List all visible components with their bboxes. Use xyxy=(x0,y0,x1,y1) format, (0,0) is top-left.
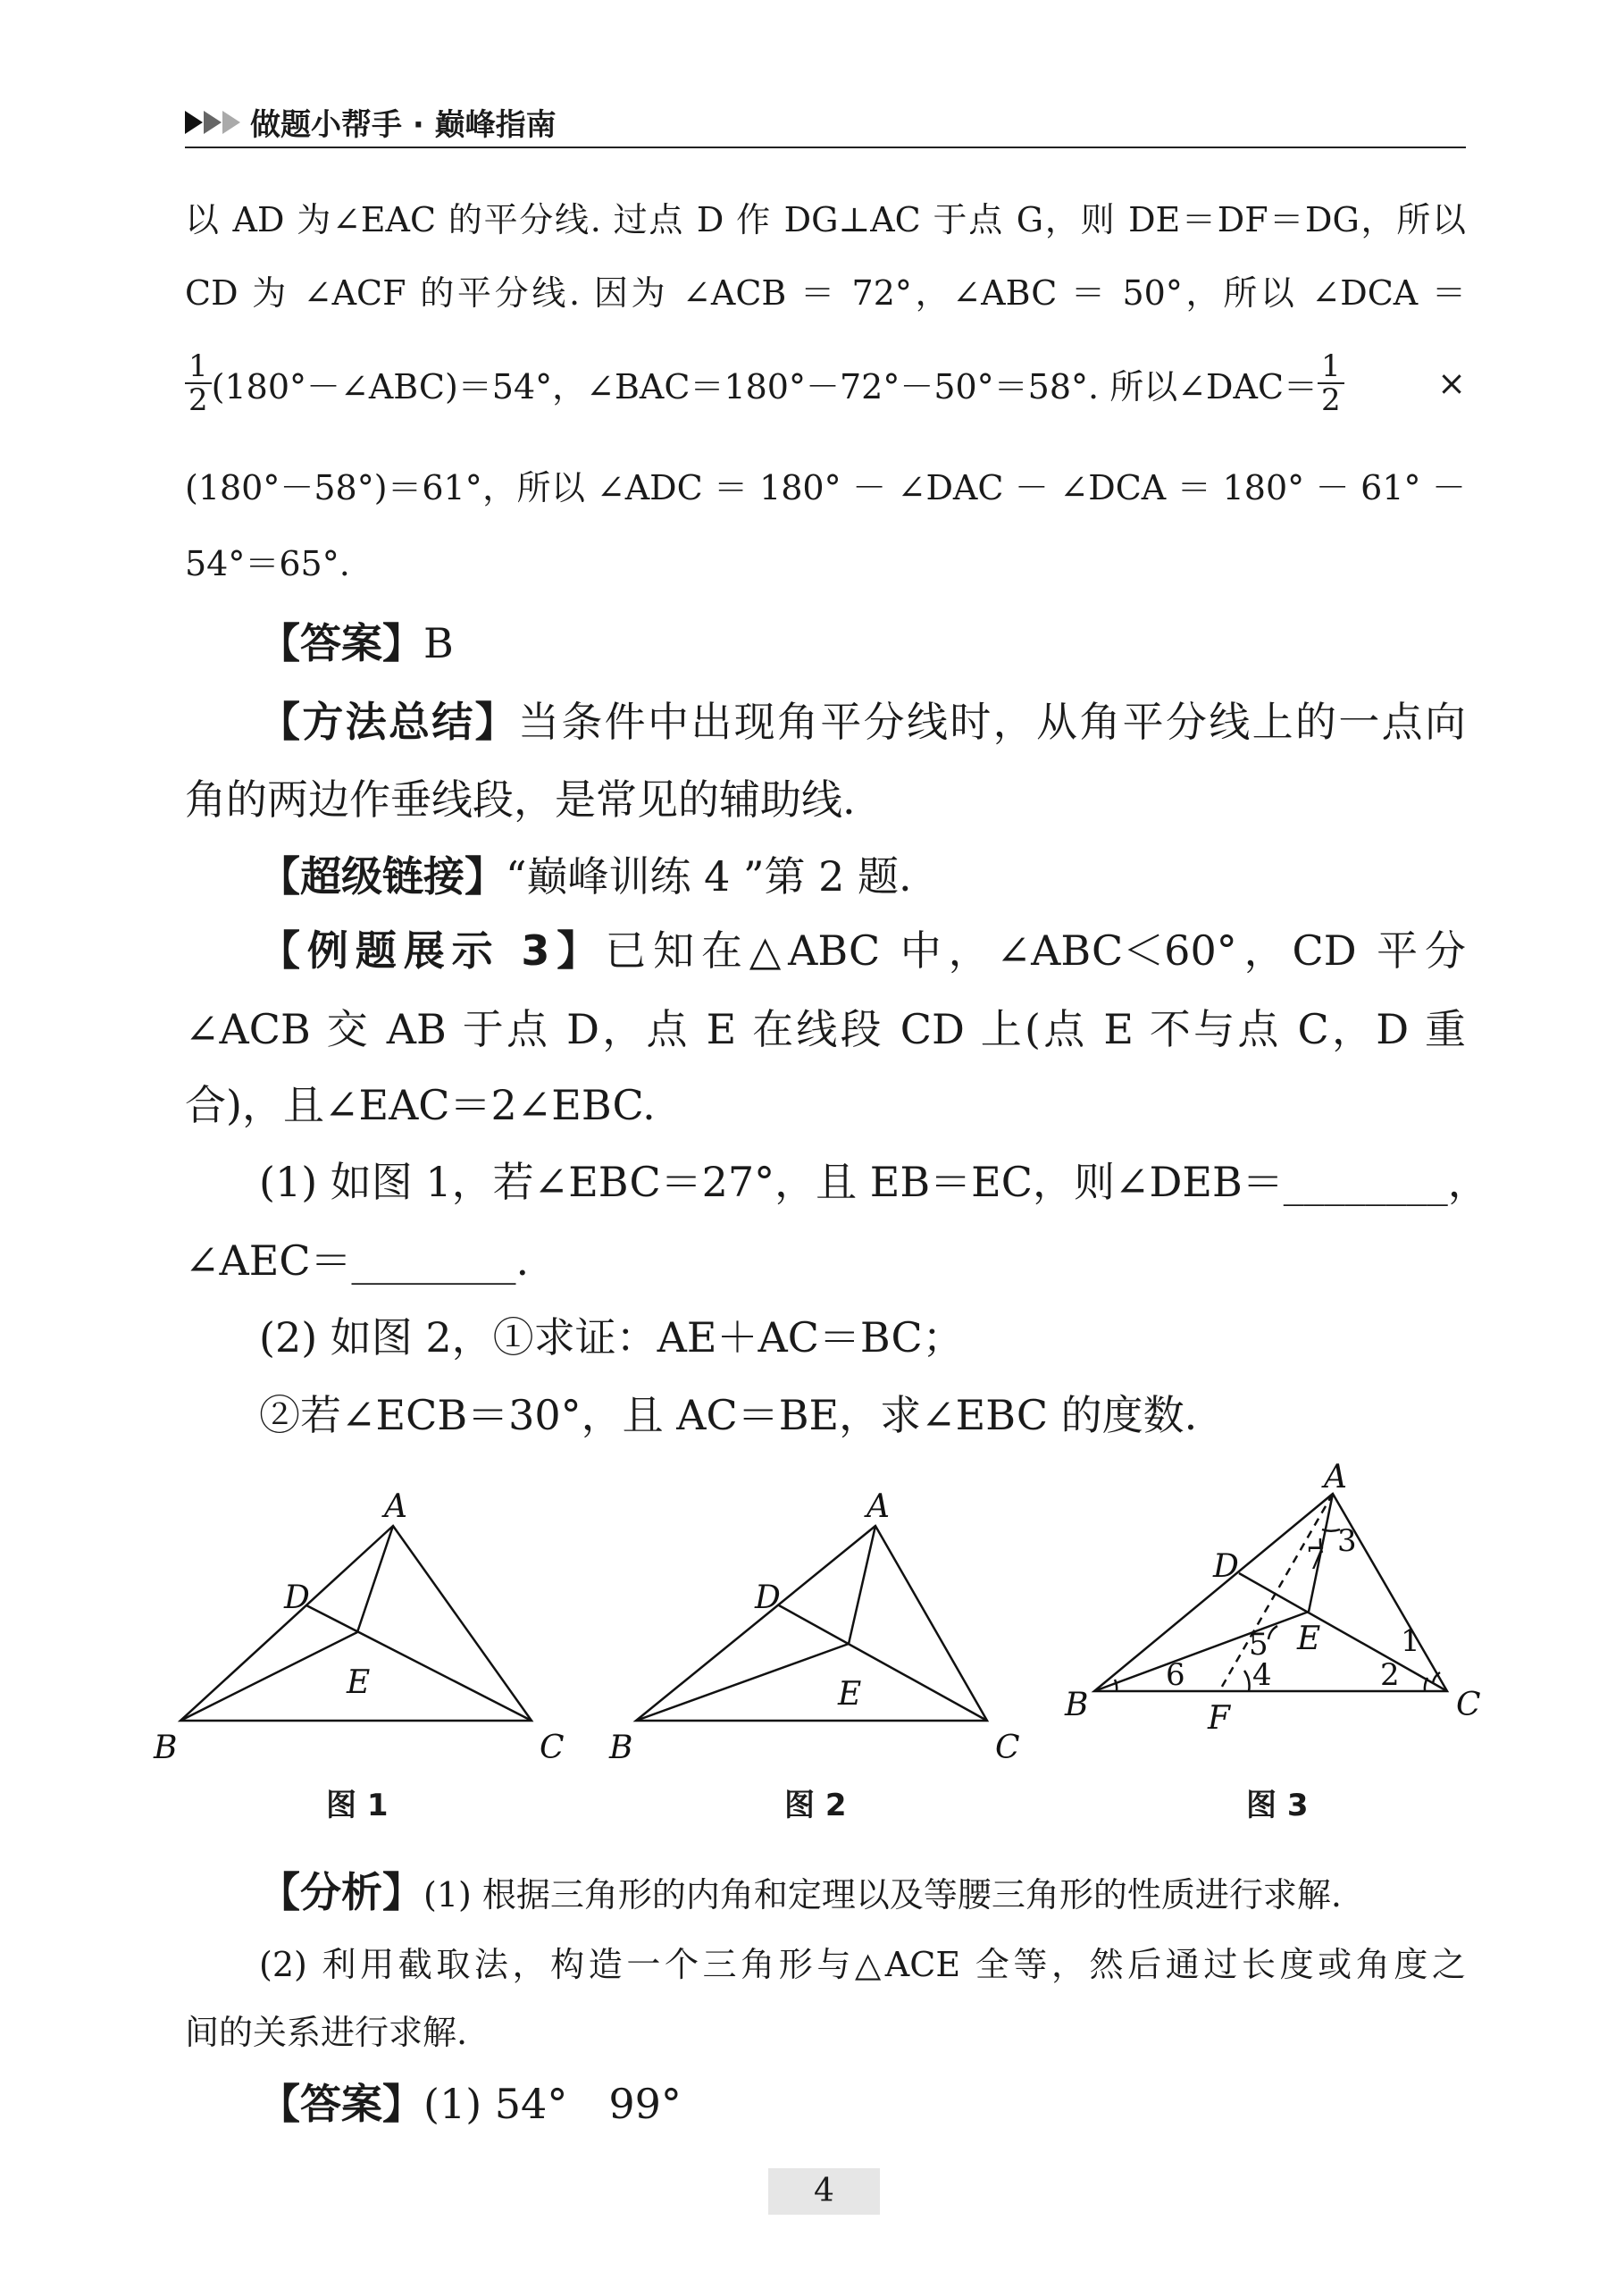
fig2-label-A: A xyxy=(866,1488,890,1525)
fig3-angle-5: 5 xyxy=(1249,1627,1268,1663)
fig2-label-B: B xyxy=(609,1730,633,1766)
example-label: 【例题展示 3】 xyxy=(259,926,606,975)
numerator: 1 xyxy=(185,350,212,384)
denominator: 2 xyxy=(188,382,208,418)
fig2-label-D: D xyxy=(755,1579,781,1616)
example-line: ∠ACB 交 AB 于点 D，点 E 在线段 CD 上(点 E 不与点 C，D 重 xyxy=(185,1005,1467,1053)
fig3-angle-6: 6 xyxy=(1166,1657,1185,1693)
fig3-label-F: F xyxy=(1208,1700,1230,1737)
analysis-label: 【分析】 xyxy=(259,1868,423,1916)
fig1-label-E: E xyxy=(347,1664,371,1701)
fig3-angle-3: 3 xyxy=(1337,1523,1357,1559)
figure-3-caption: 图 3 xyxy=(1246,1788,1309,1823)
figure-2 xyxy=(636,1526,987,1721)
answer-value: B xyxy=(423,619,454,667)
example-text: 已知在△ABC 中，∠ABC＜60°，CD 平分 xyxy=(605,926,1466,975)
fig1-label-C: C xyxy=(540,1730,565,1766)
times-sign: × xyxy=(1437,364,1466,403)
fig3-angle-4: 4 xyxy=(1252,1657,1272,1693)
example-line: 合)，且∠EAC＝2∠EBC. xyxy=(185,1081,656,1129)
solution-line: (180°－58°)＝61°，所以 ∠ADC ＝ 180° － ∠DAC － ∠DCA ＝ 180° － 61° － xyxy=(185,468,1466,507)
fig3-label-E: E xyxy=(1297,1621,1321,1657)
answer-label: 【答案】 xyxy=(259,619,423,667)
fig1-label-B: B xyxy=(154,1730,178,1766)
question-1a: (1) 如图 1，若∠EBC＝27°，且 EB＝EC，则∠DEB＝________， xyxy=(259,1158,1489,1206)
fig3-label-B: B xyxy=(1065,1687,1089,1723)
analysis-line xyxy=(259,1860,1466,1919)
solution-line: CD 为 ∠ACF 的平分线. 因为 ∠ACB ＝ 72°，∠ABC ＝ 50°，所以 ∠DCA ＝ xyxy=(185,273,1466,313)
fig1-label-A: A xyxy=(384,1488,407,1525)
fig3-angle-1: 1 xyxy=(1401,1623,1420,1659)
link-label: 【超级链接】 xyxy=(259,852,506,901)
figure-1-caption: 图 1 xyxy=(326,1788,389,1823)
analysis-line-2: (2) 利用截取法，构造一个三角形与△ACE 全等，然后通过长度或角度之 xyxy=(259,1945,1466,1984)
fig1-label-D: D xyxy=(284,1579,310,1616)
solution-line: 以 AD 为∠EAC 的平分线. 过点 D 作 DG⊥AC 于点 G，则 DE＝DF＝DG，所以 xyxy=(185,200,1466,239)
analysis-text: (1) 根据三角形的内角和定理以及等腰三角形的性质进行求解. xyxy=(423,1875,1342,1915)
fig3-label-A: A xyxy=(1324,1459,1347,1496)
question-2a: (2) 如图 2，①求证：AE＋AC＝BC； xyxy=(259,1313,964,1362)
fig3-angle-7: 7 xyxy=(1306,1541,1326,1577)
answer-line-2 xyxy=(259,2072,1466,2131)
question-1b: ∠AEC＝________. xyxy=(185,1236,530,1285)
solution-line: 54°＝65°. xyxy=(185,544,350,583)
header-title: 做题小帮手 · 巅峰指南 xyxy=(250,107,557,143)
analysis-line-3: 间的关系进行求解. xyxy=(185,2013,468,2052)
question-2b: ②若∠ECB＝30°，且 AC＝BE，求∠EBC 的度数. xyxy=(259,1391,1198,1439)
fig3-angle-2: 2 xyxy=(1380,1657,1400,1693)
numerator: 1 xyxy=(1318,350,1344,384)
link-text: “巅峰训练 4 ”第 2 题. xyxy=(506,852,912,901)
answer-value: (1) 54° 99° xyxy=(423,2080,682,2128)
fig2-label-C: C xyxy=(995,1730,1020,1766)
method-text: 当条件中出现角平分线时，从角平分线上的一点向 xyxy=(518,698,1466,746)
denominator: 2 xyxy=(1321,382,1341,418)
fig2-label-E: E xyxy=(838,1676,862,1713)
fig3-label-D: D xyxy=(1213,1548,1239,1585)
answer-label: 【答案】 xyxy=(259,2080,423,2128)
page-number: 4 xyxy=(768,2168,880,2215)
figure-2-caption: 图 2 xyxy=(784,1788,847,1823)
method-line-2: 角的两边作垂线段，是常见的辅助线. xyxy=(185,775,856,824)
method-label: 【方法总结】 xyxy=(259,698,518,746)
fig3-label-C: C xyxy=(1456,1687,1481,1723)
solution-text: (180°－∠ABC)＝54°，∠BAC＝180°－72°－50°＝58°. 所以∠DAC＝ xyxy=(211,366,1318,406)
